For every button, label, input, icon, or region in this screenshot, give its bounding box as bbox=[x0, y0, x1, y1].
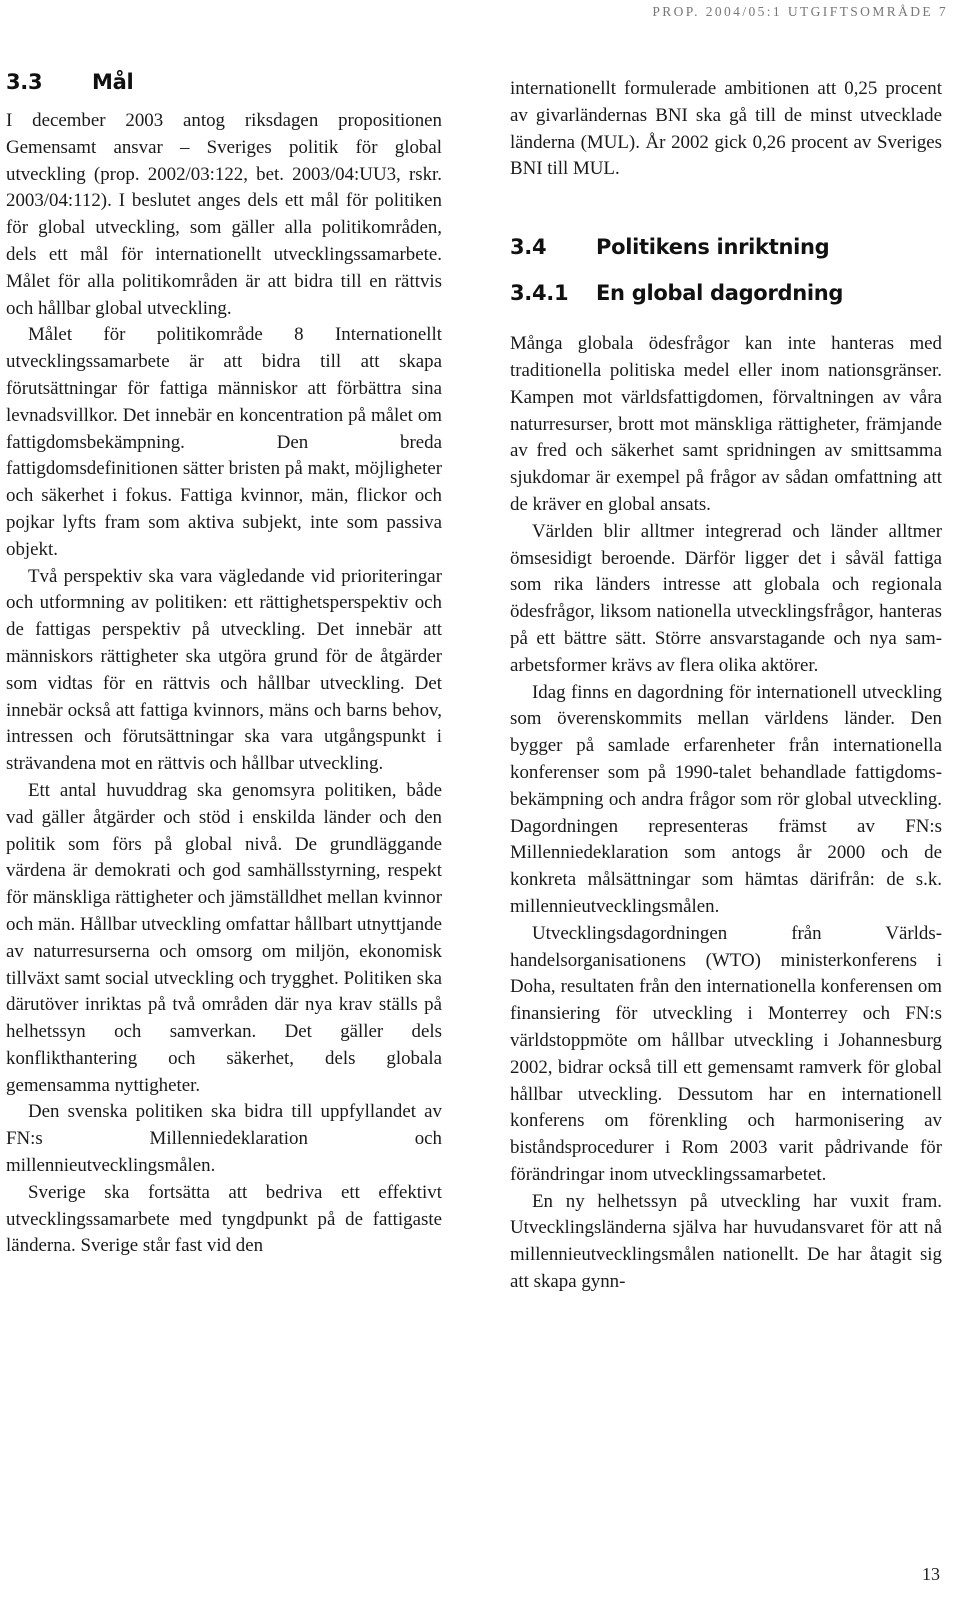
paragraph: Målet för politikområde 8 Internationellt utvecklingssamarbete är att bidra till att skapa förutsättningar för fattiga människor att förbättra sina levnadsvillkor. Det innebär en koncentration på målet om fattigdomsbekämpning. Den breda fattigdomsdefinitionen sätter bristen på makt, möjligheter och säkerhet i fokus. Fattiga kvinnor, män, flickor och pojkar lyfts fram som aktiva subjekt, inte som passiva objekt. bbox=[6, 324, 442, 560]
paragraph: En ny helhetssyn på utveckling har vuxit fram. Utvecklingsländerna själva har huvudansvaret för att nå millennieutvecklingsmålen nationellt. De har åtagit sig att skapa gynn- bbox=[510, 1190, 942, 1293]
section-title: Mål bbox=[92, 70, 134, 94]
section-number: 3.4 bbox=[510, 235, 547, 260]
paragraph: Sverige ska fortsätta att bedriva ett effektivt utvecklingssamarbete med tyngdpunkt på de fattigaste länderna. Sverige står fast vid den bbox=[6, 1181, 442, 1257]
page-number: 13 bbox=[922, 1564, 940, 1584]
paragraph: Utvecklingsdagordningen från Världshandelsorganisationens (WTO) ministerkonferens i Doha, resultaten från den internationella konferensen om finansiering för utveckling i Monterrey och FN:s världstoppmöte om hållbar utveckling i Johannesburg 2002, bidrar också till ett gemensamt ramverk för global hållbar utveckling. Dessutom har en internationell konferens om förenkling och harmonisering av biståndsprocedurer i Rom 2003 varit pådrivande för förändringar inom utvecklingssamarbetet. bbox=[510, 922, 942, 1185]
paragraph: Två perspektiv ska vara vägledande vid prioriteringar och utformning av politiken: ett rättighetsperspektiv och de fattigas perspektiv på utveckling. Det innebär att människors rättigheter ska utgöra grund för de åtgärder som vidtas för en rättvis och hållbar utveckling. Det innebär också att fattiga kvinnors, mäns och barns behov, intressen och förutsättningar ska vara utgångspunkt i strävandena mot en rättvis och hållbar utveckling. bbox=[6, 565, 442, 775]
section-title: En global dagordning bbox=[596, 281, 844, 306]
left-column bbox=[6, 70, 442, 1260]
paragraph: Den svenska politiken ska bidra till uppfyllandet av FN:s Millenniedeklaration och millennieutvecklingsmålen. bbox=[6, 1101, 442, 1177]
section-number: 3.4.1 bbox=[510, 281, 569, 306]
right-column bbox=[510, 76, 942, 1296]
paragraph: Många globala ödesfrågor kan inte hanteras med traditionella politiska medel eller inom nationsgränser. Kampen mot världsfattigdomen, förvaltningen av våra naturresurser, brott mot mänskliga rättigheter, främjande av fred och säkerhet samt spridningen av smittsamma sjukdomar är exempel på frågor av sådan omfattning att de kräver en global ansats. bbox=[510, 333, 942, 515]
paragraph: Idag finns en dagordning för internationell utveckling som överenskommits mellan världens länder. Den bygger på samlade erfarenheter från internationella konferenser som på 1990-talet behandlade fattigdomsbekämpning och andra frågor som rör global utveckling. Dagordningen representeras främst av FN:s Millenniedeklaration som antogs år 2000 och de konkreta målsättningar som hämtas därifrån: de s.k. millennieutvecklingsmålen. bbox=[510, 681, 942, 917]
section-title: Politikens inriktning bbox=[596, 235, 830, 260]
running-header: PROP. 2004/05:1 UTGIFTSOMRÅDE 7 bbox=[652, 4, 948, 19]
paragraph: Världen blir alltmer integrerad och länder alltmer ömsesidigt beroende. Därför ligger det i såväl fattiga som rika länders intresse att globala och regionala ödesfrågor, liksom nationella utvecklingsfrågor, hanteras på ett bättre sätt. Större ansvarstagande och nya samarbetsformer krävs av flera olika aktörer. bbox=[510, 520, 942, 676]
section-heading-3-4 bbox=[510, 235, 942, 259]
subsection-heading-3-4-1 bbox=[510, 281, 942, 305]
paragraph: I december 2003 antog riksdagen propositionen Gemensamt ansvar – Sveriges politik för global utveckling (prop. 2002/03:122, bet. 2003/04:UU3, rskr. 2003/04:112). I beslutet anges dels ett mål för politiken för global utveckling, som gäller alla politikområden, dels ett mål för internationellt utvecklingssamarbete. Målet för alla politikområden är att bidra till en rättvis och hållbar global utveckling. bbox=[6, 110, 442, 319]
paragraph: Ett antal huvuddrag ska genomsyra politiken, både vad gäller åtgärder och stöd i enskilda länder och den politik som förs på global nivå. De grundläggande värdena är demokrati och god samhällsstyrning, respekt för mänskliga rättigheter och jämställdhet mellan kvinnor och män. Hållbar utveckling omfattar hållbart utnyttjande av naturresurserna och omsorg om miljön, ekonomisk tillväxt samt social utveckling och trygghet. Politiken ska därutöver inriktas på två områden där nya krav ställs på helhetssyn och samverkan. Det gäller dels konflikthantering och säkerhet, dels globala gemensamma nyttigheter. bbox=[6, 779, 442, 1096]
section-number: 3.3 bbox=[6, 70, 43, 94]
section-heading-3-3 bbox=[6, 70, 442, 94]
paragraph-continued: internationellt formulerade ambitionen att 0,25 procent av givarländernas BNI ska gå till de minst utvecklade länderna (MUL). År 2002 gick 0,26 procent av Sveriges BNI till MUL. bbox=[510, 78, 942, 180]
